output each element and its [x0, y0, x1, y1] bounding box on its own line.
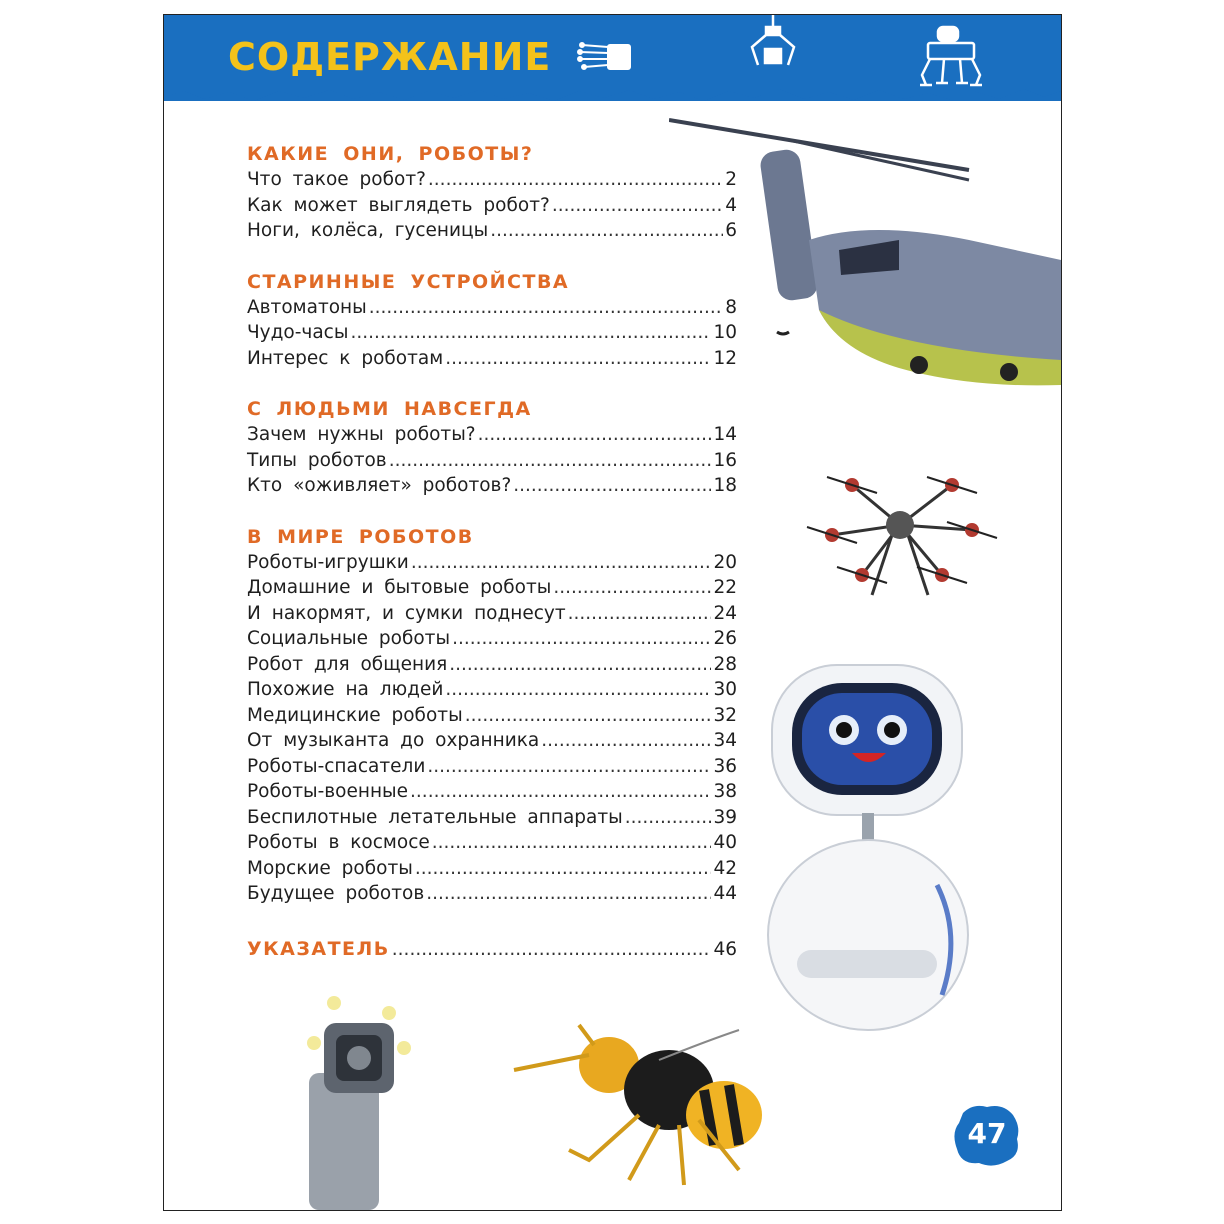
toc-entry[interactable] — [247, 320, 737, 346]
toc-entry[interactable] — [247, 601, 737, 627]
toc-entry-page: 10 — [713, 322, 737, 343]
leader-dots — [568, 601, 712, 627]
leader-dots — [350, 320, 711, 346]
robotic-arm-illustration — [294, 993, 424, 1210]
toc-entry[interactable] — [247, 652, 737, 678]
table-of-contents — [247, 141, 737, 962]
toc-entry-page: 14 — [713, 424, 737, 445]
toc-index-entry[interactable] — [247, 937, 737, 963]
toc-entry-page: 8 — [725, 296, 737, 318]
toc-entry-page: 30 — [713, 679, 737, 700]
toc-entry-page: 26 — [713, 628, 737, 649]
toc-entry-page: 16 — [713, 449, 737, 471]
page-title: СОДЕРЖАНИЕ — [228, 35, 552, 79]
toc-entry-page: 24 — [713, 602, 737, 624]
leader-dots — [427, 754, 711, 780]
toc-entry[interactable] — [247, 218, 737, 244]
toc-entry-title: Домашние и бытовые роботы — [247, 577, 552, 598]
toc-entry[interactable] — [247, 703, 737, 729]
toc-entry[interactable] — [247, 346, 737, 372]
section-heading: С ЛЮДЬМИ НАВСЕГДА — [247, 398, 532, 420]
robot-claw-icon — [746, 15, 800, 79]
index-title: УКАЗАТЕЛЬ — [247, 937, 390, 960]
toc-entry-page: 32 — [713, 704, 737, 726]
toc-entry[interactable] — [247, 550, 737, 576]
leader-dots — [392, 937, 712, 963]
toc-entry[interactable] — [247, 881, 737, 907]
toc-entry[interactable] — [247, 754, 737, 780]
toc-entry-page: 18 — [713, 475, 737, 496]
toc-entry[interactable] — [247, 677, 737, 703]
toc-entry-page: 39 — [713, 806, 737, 828]
index-page: 46 — [713, 938, 737, 960]
toc-entry-page: 2 — [725, 169, 737, 190]
toc-entry-page: 44 — [713, 883, 737, 904]
section-heading: В МИРЕ РОБОТОВ — [247, 525, 474, 548]
toc-entry[interactable] — [247, 295, 737, 321]
leader-dots — [432, 830, 712, 856]
toc-entry-title: Типы роботов — [247, 449, 387, 471]
leader-dots — [445, 677, 711, 703]
toc-entry-title: Ноги, колёса, гусеницы — [247, 220, 489, 241]
toc-entry-title: Роботы-спасатели — [247, 755, 426, 777]
toc-entry-title: И накормят, и сумки поднесут — [247, 602, 566, 624]
leader-dots — [415, 856, 712, 882]
toc-entry[interactable] — [247, 805, 737, 831]
toc-entry[interactable] — [247, 473, 737, 499]
leader-dots — [389, 448, 712, 474]
toc-entry[interactable] — [247, 830, 737, 856]
section-heading: КАКИЕ ОНИ, РОБОТЫ? — [247, 143, 534, 165]
toc-entry-title: Автоматоны — [247, 296, 367, 318]
toc-entry[interactable] — [247, 728, 737, 754]
leader-dots — [553, 575, 711, 601]
toc-entry-title: Что такое робот? — [247, 169, 426, 190]
toc-entry-title: Как может выглядеть робот? — [247, 194, 550, 216]
toc-entry-page: 4 — [725, 194, 737, 216]
toc-entry-page: 34 — [713, 730, 737, 751]
leader-dots — [625, 805, 712, 831]
toc-entry-page: 20 — [713, 551, 737, 573]
toc-entry[interactable] — [247, 422, 737, 448]
toc-entry[interactable] — [247, 626, 737, 652]
toc-entry-page: 12 — [713, 347, 737, 369]
toc-entry-page: 22 — [713, 577, 737, 598]
toc-entry-page: 6 — [725, 220, 737, 241]
leader-dots — [478, 422, 712, 448]
toc-entry-title: Будущее роботов — [247, 883, 425, 904]
toc-entry-page: 42 — [713, 857, 737, 879]
toc-entry-title: Роботы в космосе — [247, 832, 430, 853]
toc-entry-title: Медицинские роботы — [247, 704, 463, 726]
toc-entry-page: 28 — [713, 653, 737, 675]
toc-entry-page: 38 — [713, 781, 737, 802]
toc-entry[interactable] — [247, 167, 737, 193]
toc-entry[interactable] — [247, 856, 737, 882]
toc-entry-title: Беспилотные летательные аппараты — [247, 806, 623, 828]
page-number: 47 — [967, 1117, 1007, 1150]
toc-entry-title: От музыканта до охранника — [247, 730, 540, 751]
toc-entry[interactable] — [247, 779, 737, 805]
tiltrotor-aircraft-illustration — [669, 110, 1061, 395]
toc-entry-title: Похожие на людей — [247, 679, 444, 700]
toc-entry-title: Зачем нужны роботы? — [247, 424, 476, 445]
social-robot-illustration — [762, 655, 974, 1035]
toc-entry-title: Социальные роботы — [247, 628, 451, 649]
robot-bee-illustration — [509, 1020, 764, 1190]
leader-dots — [541, 728, 711, 754]
leader-dots — [411, 550, 712, 576]
leader-dots — [452, 626, 711, 652]
toc-entry-title: Роботы-военные — [247, 781, 409, 802]
toc-entry-page: 36 — [713, 755, 737, 777]
toc-entry-title: Морские роботы — [247, 857, 413, 879]
leader-dots — [410, 779, 711, 805]
robot-walker-icon — [916, 23, 986, 93]
toc-entry[interactable] — [247, 448, 737, 474]
toc-entry-title: Чудо-часы — [247, 322, 349, 343]
leader-dots — [426, 881, 711, 907]
toc-entry[interactable] — [247, 193, 737, 219]
section-heading: СТАРИННЫЕ УСТРОЙСТВА — [247, 270, 570, 293]
robot-hand-icon — [574, 37, 636, 77]
leader-dots — [513, 473, 711, 499]
leader-dots — [465, 703, 712, 729]
toc-entry-page: 40 — [713, 832, 737, 853]
book-page — [163, 14, 1062, 1211]
toc-entry-title: Робот для общения — [247, 653, 448, 675]
toc-entry-title: Роботы-игрушки — [247, 551, 409, 573]
toc-entry[interactable] — [247, 575, 737, 601]
toc-entry-title: Кто «оживляет» роботов? — [247, 475, 512, 496]
hexacopter-drone-illustration — [792, 455, 1007, 605]
leader-dots — [449, 652, 711, 678]
toc-entry-title: Интерес к роботам — [247, 347, 444, 369]
